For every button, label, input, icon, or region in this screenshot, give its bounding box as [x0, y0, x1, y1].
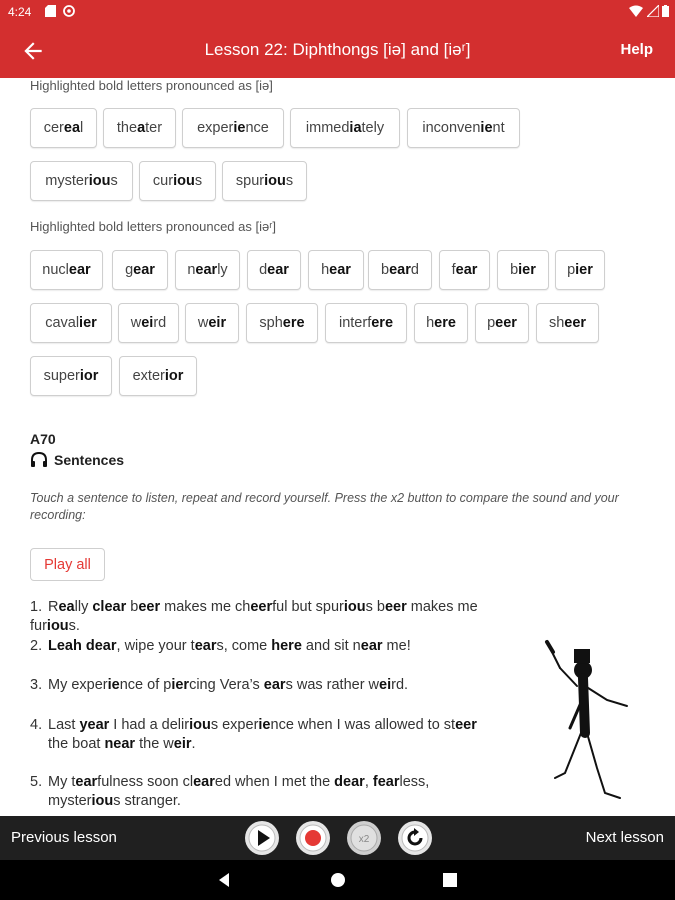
word-part-pre: w — [130, 315, 142, 331]
word-part-hl: ear — [133, 262, 155, 278]
word-part-hl: ie — [233, 120, 246, 136]
word-part-hl: ie — [480, 120, 493, 136]
word-part-pre: immed — [305, 120, 350, 136]
sentence-text: Last — [48, 717, 80, 733]
sync-icon — [63, 5, 75, 17]
word-chip[interactable] — [185, 303, 239, 343]
word-part-hl: iou — [88, 173, 111, 189]
word-part-hl: ier — [79, 315, 97, 331]
record-icon[interactable] — [295, 820, 331, 856]
battery-icon — [662, 5, 669, 17]
sentence-text: the w — [135, 736, 174, 752]
app-bar — [0, 24, 675, 78]
word-part-post: s — [110, 173, 118, 189]
sentence-text: makes me fur — [30, 599, 478, 634]
sentence-highlight: clear — [92, 599, 127, 615]
compare-x2-icon[interactable] — [346, 820, 382, 856]
word-chip[interactable] — [175, 250, 240, 290]
sentence-text: s was rather w — [285, 677, 380, 693]
sentence-text: R — [48, 599, 59, 615]
sentence-text: cing Vera’s — [189, 677, 264, 693]
sentence-number: 3. — [30, 677, 43, 693]
sentence-text: myster — [48, 793, 92, 809]
word-part-pre: h — [321, 262, 330, 278]
sentence-text: makes me ch — [160, 599, 251, 615]
section-instructions: Touch a sentence to listen, repeat and record yourself. Press the x2 button to compare the sound and your recording: — [30, 491, 619, 522]
sd-card-icon — [45, 5, 56, 17]
word-chip[interactable] — [439, 250, 490, 290]
word-chip[interactable] — [246, 303, 318, 343]
word-chip[interactable] — [247, 250, 301, 290]
word-chip[interactable] — [497, 250, 549, 290]
word-part-hl: ear — [389, 262, 411, 278]
word-part-hl: ea — [63, 120, 81, 136]
word-part-pre: p — [567, 262, 576, 278]
word-part-hl: ear — [68, 262, 91, 278]
word-part-hl: ior — [79, 368, 99, 384]
sentence-number: 2. — [30, 638, 43, 654]
word-part-post: tely — [361, 120, 385, 136]
word-part-post: rd — [153, 315, 167, 331]
sentence-highlight: eer — [250, 599, 273, 615]
word-part-pre: b — [510, 262, 519, 278]
sentence-highlight: ear — [360, 638, 383, 654]
sentence-text: , wipe your t — [116, 638, 195, 654]
word-chip[interactable] — [30, 356, 112, 396]
word-part-post: nce — [245, 120, 269, 136]
word-chip[interactable] — [407, 108, 520, 148]
word-part-pre: d — [259, 262, 268, 278]
sentence-highlight: eir — [173, 736, 192, 752]
sentence-text: nce of p — [119, 677, 172, 693]
sentence-highlight: iou — [46, 618, 69, 634]
word-part-hl: ei — [141, 315, 154, 331]
word-part-hl: ere — [282, 315, 305, 331]
sentence-text: me! — [382, 638, 411, 654]
signal-icon — [647, 5, 659, 17]
word-part-post: nt — [492, 120, 505, 136]
word-part-pre: sph — [259, 315, 283, 331]
lesson-title: Lesson 22: Diphthongs [iə] and [iəʳ] — [204, 40, 471, 59]
sentence-continuation — [30, 792, 530, 811]
word-chip[interactable] — [139, 161, 216, 201]
word-part-pre: myster — [45, 173, 89, 189]
section-header — [30, 452, 124, 468]
sentence-text: fulness soon cl — [97, 774, 194, 790]
word-part-hl: ere — [434, 315, 456, 331]
sentence-highlight: eer — [384, 599, 407, 615]
word-part-post: s — [194, 173, 203, 189]
sentence-text: s b — [365, 599, 385, 615]
sentence-item[interactable] — [30, 598, 530, 636]
word-chip[interactable] — [182, 108, 284, 148]
sentence-highlight: year — [79, 717, 110, 733]
word-chip[interactable] — [30, 161, 133, 201]
word-chip[interactable] — [308, 250, 364, 290]
word-part-pre: interf — [338, 315, 372, 331]
word-part-pre: the — [116, 120, 138, 136]
word-part-hl: ier — [575, 262, 593, 278]
sentence-text: less, — [399, 774, 430, 790]
word-chip[interactable] — [325, 303, 407, 343]
next-lesson-button[interactable]: Next lesson — [585, 829, 664, 846]
sentence-item[interactable] — [30, 773, 530, 811]
sentence-text: s, come — [216, 638, 272, 654]
section-title: Sentences — [54, 452, 125, 468]
word-part-pre: w — [197, 315, 209, 331]
word-part-hl: iou — [264, 173, 286, 189]
sentence-highlight: here — [271, 638, 302, 654]
status-bar — [0, 0, 675, 24]
word-part-hl: ior — [164, 368, 184, 384]
sentence-text: nce when I was allowed to st — [270, 717, 456, 733]
headphones-icon — [30, 452, 48, 468]
sentence-highlight: dear — [334, 774, 365, 790]
dancing-gentleman-illustration — [535, 638, 635, 808]
word-part-pre: inconven — [422, 120, 481, 136]
compare-x2-label: x2 — [358, 834, 370, 845]
sentence-highlight: eer — [455, 717, 477, 733]
sentence-text: lly — [74, 599, 93, 615]
sentence-highlight: ear — [263, 677, 286, 693]
word-part-pre: g — [125, 262, 134, 278]
word-chip[interactable] — [119, 356, 197, 396]
word-part-hl: ia — [349, 120, 362, 136]
word-part-hl: a — [137, 120, 146, 136]
lesson-content[interactable] — [0, 78, 675, 816]
sentence-continuation — [30, 735, 530, 754]
word-part-pre: exper — [197, 120, 234, 136]
sentence-item[interactable] — [30, 637, 530, 656]
play-all-button[interactable]: Play all — [30, 548, 105, 581]
sentence-text: rd. — [391, 677, 409, 693]
word-chip[interactable] — [103, 108, 176, 148]
word-part-post: l — [80, 120, 84, 136]
word-part-post: s — [285, 173, 294, 189]
sentence-highlight: fear — [372, 774, 400, 790]
word-part-pre: p — [487, 315, 496, 331]
sentence-number: 5. — [30, 774, 43, 790]
word-part-pre: spur — [235, 173, 265, 189]
system-nav-bar — [0, 860, 675, 900]
sentence-text: b — [126, 599, 139, 615]
word-chip[interactable] — [290, 108, 400, 148]
sentence-item[interactable] — [30, 676, 530, 695]
word-chip[interactable] — [536, 303, 599, 343]
sentence-text: ed when I met the — [214, 774, 335, 790]
word-part-pre: caval — [45, 315, 80, 331]
word-part-hl: iou — [173, 173, 195, 189]
sentence-highlight: ear — [193, 774, 215, 790]
sentence-highlight: ea — [58, 599, 75, 615]
word-part-pre: f — [451, 262, 456, 278]
sentence-text: s exper — [210, 717, 259, 733]
sentence-number: 1. — [30, 599, 43, 615]
word-part-hl: ere — [371, 315, 394, 331]
word-part-pre: sh — [548, 315, 565, 331]
word-part-hl: eer — [495, 315, 517, 331]
word-part-hl: ear — [329, 262, 351, 278]
sentence-text: the boat — [48, 736, 105, 752]
word-chip[interactable] — [555, 250, 605, 290]
word-part-pre: exter — [132, 368, 165, 384]
sentence-text: s stranger. — [113, 793, 181, 809]
group2-caption: Highlighted bold letters pronounced as [iəʳ] — [30, 219, 276, 234]
word-part-post: ly — [217, 262, 228, 278]
word-part-post: ter — [145, 120, 163, 136]
word-chip[interactable] — [30, 108, 97, 148]
replay-icon[interactable] — [397, 820, 433, 856]
sentence-item[interactable] — [30, 716, 530, 754]
help-button[interactable]: Help — [620, 41, 653, 58]
word-chip[interactable] — [30, 303, 112, 343]
sentence-highlight: ie — [258, 717, 271, 733]
word-part-hl: ear — [195, 262, 218, 278]
word-part-pre: n — [187, 262, 196, 278]
group1-caption: Highlighted bold letters pronounced as [iə] — [30, 78, 273, 93]
word-part-pre: h — [426, 315, 435, 331]
word-part-pre: cer — [43, 120, 64, 136]
sentence-text: I had a delir — [109, 717, 190, 733]
sentence-highlight: iou — [91, 793, 114, 809]
word-part-post: d — [410, 262, 419, 278]
word-part-pre: cur — [152, 173, 174, 189]
word-chip[interactable] — [112, 250, 168, 290]
sentence-highlight: ei — [379, 677, 392, 693]
nav-home-icon[interactable] — [330, 872, 346, 888]
word-part-hl: ear — [455, 262, 478, 278]
word-chip[interactable] — [475, 303, 529, 343]
word-chip[interactable] — [30, 250, 103, 290]
sentence-text: s. — [68, 618, 80, 634]
word-part-hl: ier — [518, 262, 536, 278]
sentence-highlight: ier — [171, 677, 190, 693]
word-part-hl: ear — [267, 262, 289, 278]
word-chip[interactable] — [368, 250, 432, 290]
word-part-pre: nucl — [42, 262, 69, 278]
nav-recents-icon[interactable] — [443, 873, 457, 887]
sentence-highlight: iou — [343, 599, 366, 615]
sentence-highlight: eer — [138, 599, 161, 615]
word-part-pre: super — [43, 368, 80, 384]
sentence-text: , — [364, 774, 373, 790]
sentence-highlight: ie — [107, 677, 120, 693]
sentence-text: . — [191, 736, 196, 752]
sentence-highlight: dear — [85, 638, 117, 654]
wifi-icon — [629, 5, 643, 17]
sentence-highlight: Leah — [48, 638, 82, 654]
word-chip[interactable] — [118, 303, 179, 343]
nav-back-icon[interactable] — [216, 872, 232, 888]
word-part-hl: eir — [208, 315, 227, 331]
sentence-text: and sit n — [301, 638, 361, 654]
sentence-highlight: ear — [194, 638, 217, 654]
word-chip[interactable] — [222, 161, 307, 201]
previous-lesson-button[interactable]: Previous lesson — [11, 829, 117, 846]
play-icon[interactable] — [244, 820, 280, 856]
sentence-text: My exper — [48, 677, 108, 693]
sentence-highlight: iou — [189, 717, 211, 733]
bottom-bar — [0, 816, 675, 860]
sentence-number: 4. — [30, 717, 43, 733]
status-time: 4:24 — [8, 5, 32, 19]
word-part-hl: eer — [564, 315, 587, 331]
sentence-text: ful but spur — [272, 599, 344, 615]
sentence-text: My t — [48, 774, 76, 790]
sentence-highlight: near — [104, 736, 136, 752]
sentence-highlight: ear — [75, 774, 98, 790]
word-chip[interactable] — [414, 303, 468, 343]
word-part-pre: b — [381, 262, 390, 278]
section-code: A70 — [30, 431, 56, 447]
